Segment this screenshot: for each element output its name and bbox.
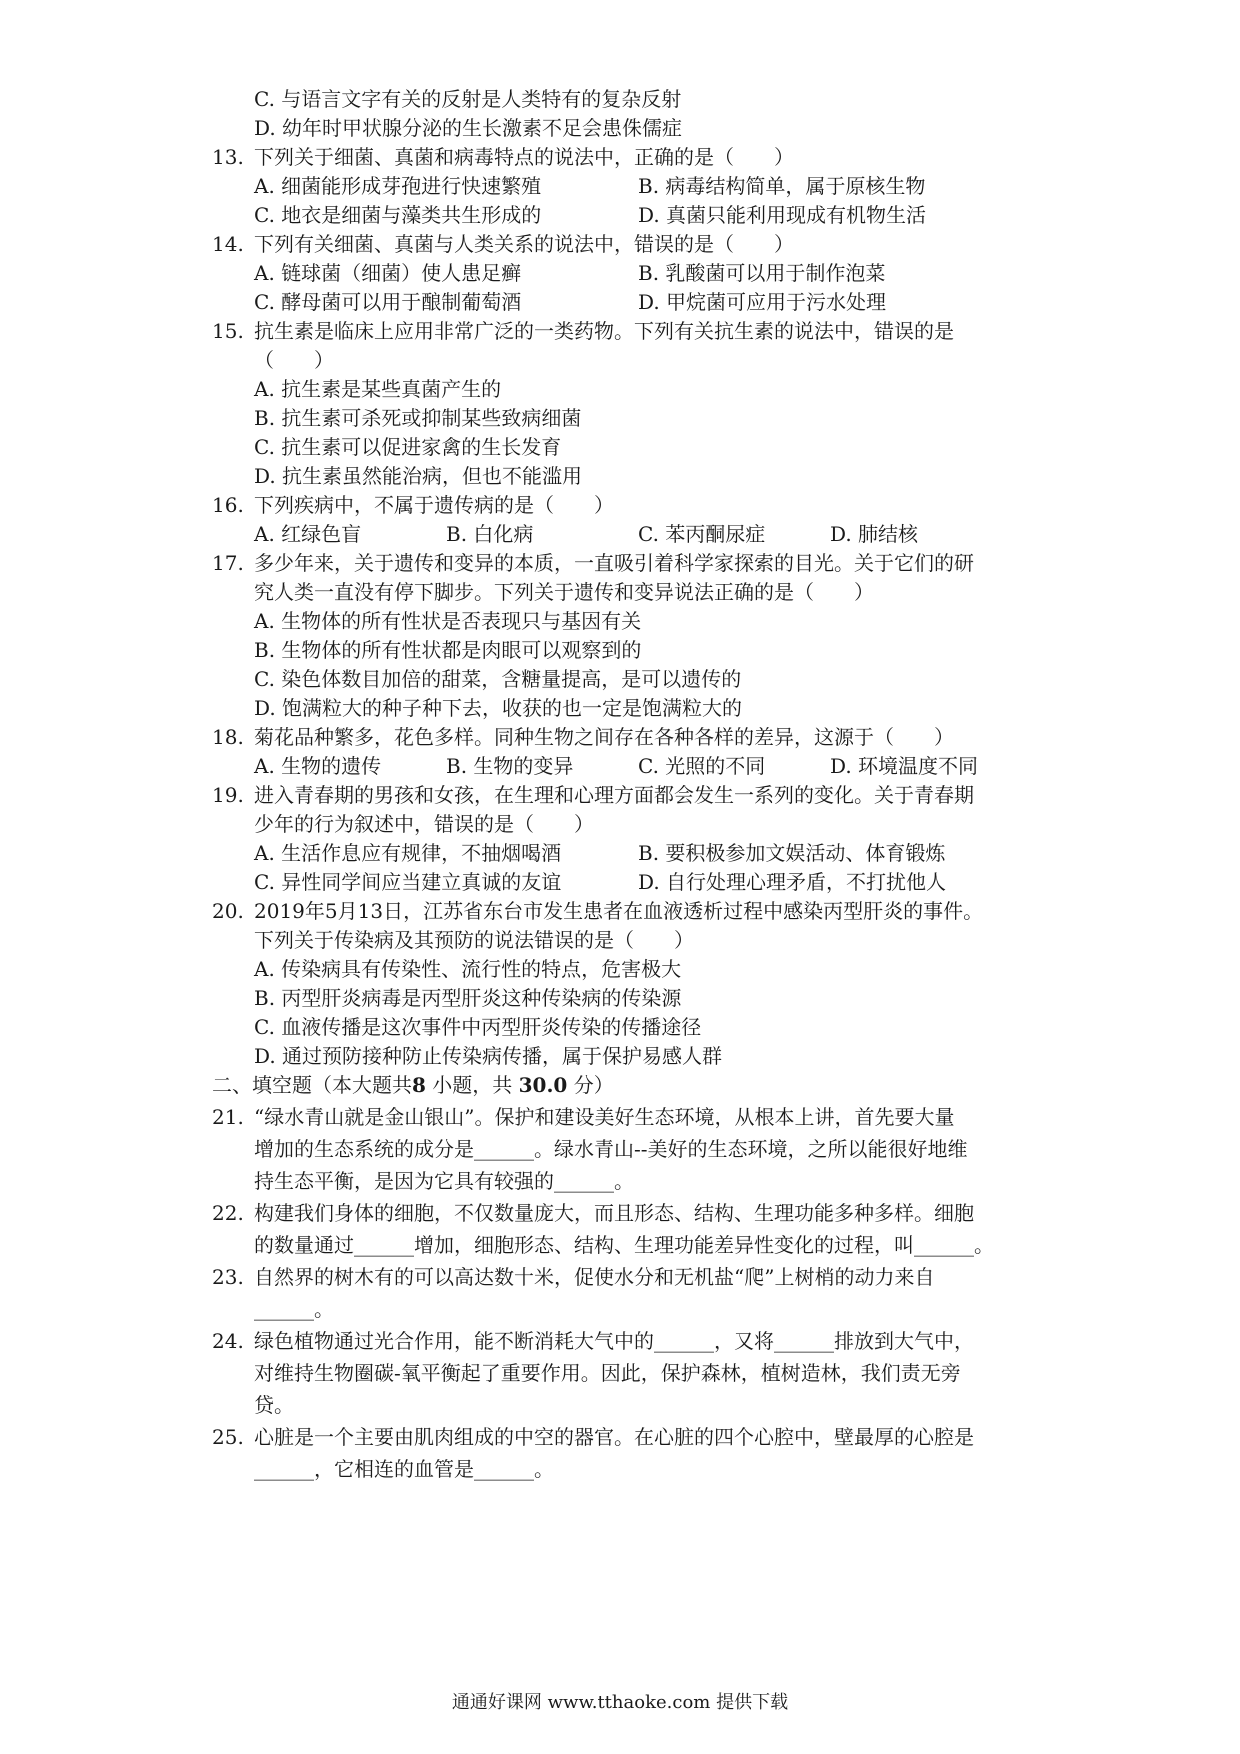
option-c-q12 [254, 84, 681, 114]
option-text: A. 传染病具有传染性、流行性的特点，危害极大 [254, 957, 682, 981]
option-a [254, 954, 681, 984]
options-row [254, 200, 1154, 230]
question-stem-text: 少年的行为叙述中，错误的是（ ） [254, 812, 594, 836]
section-heading [212, 1070, 614, 1100]
option-a [254, 606, 641, 636]
option-c [254, 432, 561, 462]
question-stem: 自然界的树木有的可以高达数十米，促使水分和无机盐“爬”上树梢的动力来自 [254, 1265, 935, 1289]
option-text: C. 与语言文字有关的反射是人类特有的复杂反射 [254, 87, 682, 111]
option-text: B. 生物体的所有性状都是肉眼可以观察到的 [254, 638, 642, 662]
question-number: 13. [212, 145, 244, 169]
question-stem: “绿水青山就是金山银山”。保护和建设美好生态环境，从根本上讲，首先要大量 [254, 1105, 955, 1129]
question-stem-text: 持生态平衡，是因为它具有较强的______。 [254, 1169, 634, 1193]
section-heading-text-mid: 小题，共 [425, 1073, 519, 1097]
option-b: B. 白化病 [446, 522, 534, 546]
section-heading-text-end: 分） [567, 1073, 614, 1097]
question-number: 24. [212, 1329, 244, 1353]
question-count: 8 [412, 1073, 426, 1097]
options-row [254, 751, 1154, 781]
option-b [254, 635, 641, 665]
options-row [254, 171, 1154, 201]
option-d: D. 真菌只能利用现成有机物生活 [638, 203, 927, 227]
option-c [254, 1012, 701, 1042]
option-b [254, 403, 581, 433]
option-b [254, 983, 681, 1013]
answer-blank [254, 1294, 334, 1324]
question-number: 22. [212, 1201, 244, 1225]
option-d: D. 肺结核 [830, 522, 919, 546]
question-stem-cont [254, 925, 694, 955]
question-stem-cont [254, 577, 874, 607]
question-stem: 菊花品种繁多，花色多样。同种生物之间存在各种各样的差异，这源于（ ） [254, 725, 954, 749]
question-number: 16. [212, 493, 244, 517]
option-text: C. 抗生素可以促进家禽的生长发育 [254, 435, 562, 459]
option-a: A. 细菌能形成芽孢进行快速繁殖 [254, 174, 542, 198]
question-number: 14. [212, 232, 244, 256]
options-row [254, 867, 1154, 897]
option-b: B. 乳酸菌可以用于制作泡菜 [638, 261, 886, 285]
answer-blank-text: ______。 [254, 1297, 334, 1321]
option-b: B. 病毒结构简单，属于原核生物 [638, 174, 926, 198]
option-c: C. 异性同学间应当建立真诚的友谊 [254, 870, 562, 894]
question-number: 25. [212, 1425, 244, 1449]
option-d [254, 461, 582, 491]
question-stem: 绿色植物通过光合作用，能不断消耗大气中的______，又将______排放到大气中， [254, 1329, 974, 1353]
options-row [254, 519, 1154, 549]
option-a: A. 链球菌（细菌）使人患足癣 [254, 261, 522, 285]
question-stem-text: 增加的生态系统的成分是______。绿水青山--美好的生态环境，之所以能很好地维 [254, 1137, 968, 1161]
option-b: B. 生物的变异 [446, 754, 574, 778]
question-stem-cont [254, 1230, 994, 1260]
option-c: C. 酵母菌可以用于酿制葡萄酒 [254, 290, 522, 314]
question-number: 15. [212, 319, 244, 343]
question-stem: 抗生素是临床上应用非常广泛的一类药物。下列有关抗生素的说法中，错误的是 [254, 319, 954, 343]
options-row [254, 287, 1154, 317]
question-number: 18. [212, 725, 244, 749]
total-score: 30.0 [518, 1073, 568, 1097]
question-stem-text: 对维持生物圈碳-氧平衡起了重要作用。因此，保护森林，植树造林，我们责无旁 [254, 1361, 961, 1385]
option-d [254, 1041, 722, 1071]
question-stem-cont [254, 809, 594, 839]
option-c: C. 地衣是细菌与藻类共生形成的 [254, 203, 542, 227]
question-number: 21. [212, 1105, 244, 1129]
question-stem-text: ______，它相连的血管是______。 [254, 1457, 554, 1481]
answer-bracket: （ ） [254, 348, 334, 372]
question-stem-text: 下列关于传染病及其预防的说法错误的是（ ） [254, 928, 694, 952]
question-stem: 进入青春期的男孩和女孩，在生理和心理方面都会发生一系列的变化。关于青春期 [254, 783, 974, 807]
option-d: D. 甲烷菌可应用于污水处理 [638, 290, 887, 314]
option-c: C. 光照的不同 [638, 754, 766, 778]
option-d [254, 693, 742, 723]
option-a: A. 生物的遗传 [254, 754, 382, 778]
option-text: D. 饱满粒大的种子种下去，收获的也一定是饱满粒大的 [254, 696, 743, 720]
options-row [254, 258, 1154, 288]
question-stem: 下列关于细菌、真菌和病毒特点的说法中，正确的是（ ） [254, 145, 794, 169]
option-d: D. 自行处理心理矛盾，不打扰他人 [638, 870, 947, 894]
option-text: A. 抗生素是某些真菌产生的 [254, 377, 502, 401]
question-number: 17. [212, 551, 244, 575]
question-stem-cont [254, 1454, 554, 1484]
option-d: D. 环境温度不同 [830, 754, 979, 778]
option-text: D. 幼年时甲状腺分泌的生长激素不足会患侏儒症 [254, 116, 683, 140]
question-stem: 构建我们身体的细胞，不仅数量庞大，而且形态、结构、生理功能多种多样。细胞 [254, 1201, 974, 1225]
question-stem: 心脏是一个主要由肌肉组成的中空的器官。在心脏的四个心腔中，壁最厚的心腔是 [254, 1425, 974, 1449]
option-a [254, 374, 501, 404]
question-stem: 2019年5月13日，江苏省东台市发生患者在血液透析过程中感染丙型肝炎的事件。 [254, 899, 984, 923]
question-stem-cont [254, 1134, 968, 1164]
question-number: 19. [212, 783, 244, 807]
question-stem-text: 的数量通过______增加，细胞形态、结构、生理功能差异性变化的过程，叫______。 [254, 1233, 994, 1257]
question-stem-cont [254, 1390, 294, 1420]
options-row [254, 838, 1154, 868]
question-stem-text: 究人类一直没有停下脚步。下列关于遗传和变异说法正确的是（ ） [254, 580, 874, 604]
section-heading-text: 二、填空题（本大题共 [212, 1073, 412, 1097]
option-text: D. 抗生素虽然能治病，但也不能滥用 [254, 464, 583, 488]
option-text: D. 通过预防接种防止传染病传播，属于保护易感人群 [254, 1044, 723, 1068]
option-c [254, 664, 741, 694]
question-stem: 多少年来，关于遗传和变异的本质，一直吸引着科学家探索的目光。关于它们的研 [254, 551, 974, 575]
option-d-q12 [254, 113, 682, 143]
question-stem-cont [254, 345, 334, 375]
option-b: B. 要积极参加文娱活动、体育锻炼 [638, 841, 946, 865]
option-text: C. 血液传播是这次事件中丙型肝炎传染的传播途径 [254, 1015, 702, 1039]
question-stem-cont [254, 1166, 634, 1196]
option-text: C. 染色体数目加倍的甜菜，含糖量提高，是可以遗传的 [254, 667, 742, 691]
question-stem: 下列疾病中，不属于遗传病的是（ ） [254, 493, 614, 517]
option-text: B. 抗生素可杀死或抑制某些致病细菌 [254, 406, 582, 430]
option-text: B. 丙型肝炎病毒是丙型肝炎这种传染病的传染源 [254, 986, 682, 1010]
page-footer: 通通好课网 www.tthaoke.com 提供下载 [451, 1692, 789, 1713]
option-text: A. 生物体的所有性状是否表现只与基因有关 [254, 609, 642, 633]
question-stem-cont [254, 1358, 961, 1388]
question-stem: 下列有关细菌、真菌与人类关系的说法中，错误的是（ ） [254, 232, 794, 256]
question-stem-text: 贷。 [254, 1393, 294, 1417]
option-a: A. 红绿色盲 [254, 522, 362, 546]
option-c: C. 苯丙酮尿症 [638, 522, 766, 546]
question-number: 23. [212, 1265, 244, 1289]
question-number: 20. [212, 899, 244, 923]
option-a: A. 生活作息应有规律，不抽烟喝酒 [254, 841, 562, 865]
